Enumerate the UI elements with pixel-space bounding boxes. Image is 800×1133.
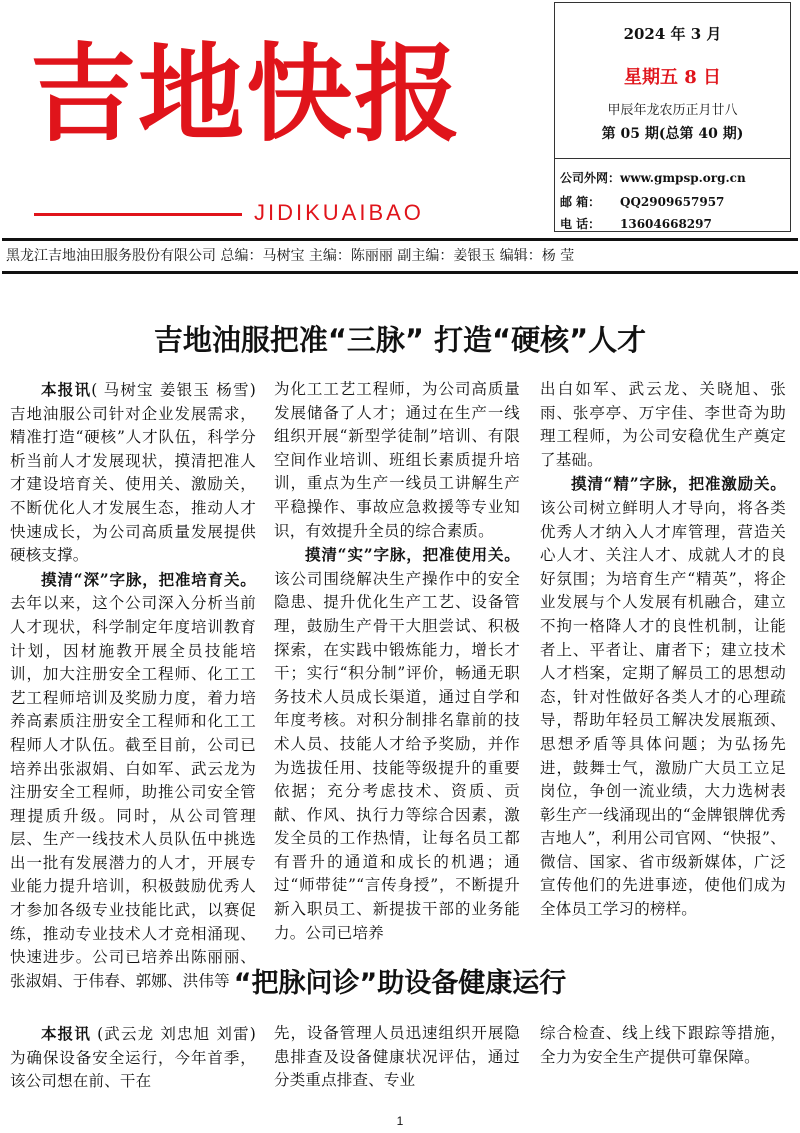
article2-column-3 (540, 1022, 786, 1102)
page-number: 1 (396, 1114, 404, 1128)
article1-paragraph: 摸清“实”字脉，把准使用关。该公司围绕解决生产操作中的安全隐患、提升优化生产工艺、设备管理，鼓励生产骨干大胆尝试、积极探索，在实践中锻炼能力，增长才干；实行“积分制”评价，畅通无职务技术人员成长渠道，通过自学和年度考核。对积分制排名靠前的技术人员、技能人才给予奖励，并作为选拔任用、技能等级提升的重要依据；充分考虑技术、资质、贡献、作风、执行力等综合因素，激发全员的工作热情，让每名员工都有晋升的通道和成长的机遇；通过“师带徒”“言传身授”，不断提升新入职员工、新提拔干部的业务能力。公司已培养 (274, 545, 520, 942)
title-underline (34, 213, 242, 216)
staff-credits: 黑龙江吉地油田服务股份有限公司 总编：马树宝 主编：陈丽丽 副主编：姜银玉 编辑：杨 莹 (2, 238, 798, 274)
phone-row (560, 215, 712, 232)
article1-paragraph: 为化工工艺工程师，为公司高质量发展储备了人才；通过在生产一线组织开展“新型学徒制”培训、有限空间作业培训、班组长素质提升培训，重点为生产一线员工讲解生产平稳操作、事故应急救援等专业知识，有效提升全员的综合素质。 (274, 380, 520, 540)
website-value[interactable]: www.gmpsp.org.cn (620, 171, 746, 185)
article2-paragraph: 本报讯 (武云龙 刘忠旭 刘雷)为确保设备安全运行，今年首季，该公司想在前、干在 (10, 1024, 256, 1091)
issue-weekday: 星期五 8 日 (623, 67, 722, 88)
article2-headline: “把脉问诊”助设备健康运行 (233, 968, 567, 999)
article2-column-1 (10, 1022, 256, 1102)
article1-column-3 (540, 378, 786, 919)
article1-headline: 吉地油服把准“三脉” 打造“硬核”人才 (153, 323, 647, 357)
issue-number: 第 05 期(总第 40 期) (601, 126, 744, 142)
article2-paragraph: 先，设备管理人员迅速组织开展隐患排查及设备健康状况评估，通过分类重点排查、专业 (274, 1024, 520, 1090)
article1-column-1 (10, 378, 256, 990)
section-lead: 摸清“深”字脉，把准培育关。 (41, 569, 256, 589)
article1-paragraph: 摸清“精”字脉，把准激励关。该公司树立鲜明人才导向，将各类优秀人才纳入人才库管理，营造关心人才、关注人才、成就人才的良好氛围；为培育生产“精英”，将企业发展与个人发展有机融合，建立不拘一格降人才的良性机制，让能者上、平者让、庸者下；建立技术人才档案，定期了解员工的思想动态，针对性做好各类人才的心理疏导，帮助年轻员工解决发展瓶颈、思想矛盾等具体问题；为弘扬先进，鼓舞士气，激励广大员工立足岗位，争创一流业绩，大力选树表彰生产一线涌现出的“金牌银牌优秀吉地人”，利用公司官网、“快报”、微信、国家、省市级新媒体，广泛宣传他们的先进事迹，使他们成为全体员工学习的榜样。 (540, 474, 786, 919)
dateline: 本报讯 (41, 380, 92, 399)
website-row (560, 169, 746, 186)
email-row (560, 193, 724, 210)
section-lead: 摸清“实”字脉，把准使用关。 (305, 545, 520, 565)
email-value: QQ2909657957 (620, 195, 725, 209)
article1-paragraph: 本报讯( 马树宝 姜银玉 杨雪)吉地油服公司针对企业发展需求，精准打造“硬核”人才队伍，科学分析当前人才发展现状，摸清把准人才建设培育关、使用关、激励关，不断优化人才发展生态，推动人才快速成长，为公司高质量发展提供硬核支撑。 (10, 380, 256, 565)
article1-paragraph: 出白如军、武云龙、关晓旭、张雨、张亭亭、万宇佳、李世奇为助理工程师，为公司安稳优生产奠定了基础。 (540, 380, 786, 469)
dateline: 本报讯 (41, 1024, 91, 1043)
article1-column-2 (274, 378, 520, 948)
issue-date: 2024 年 3 月 (623, 25, 722, 43)
newspaper-title: 吉地快报 (30, 33, 462, 156)
article2-column-2 (274, 1022, 520, 1102)
masthead (0, 0, 800, 232)
newspaper-subtitle: JIDIKUAIBAO (254, 200, 424, 225)
website-label: 公司外网： (560, 171, 621, 185)
article2-paragraph: 综合检查、线上线下跟踪等措施，全力为安全生产提供可靠保障。 (540, 1024, 786, 1066)
lunar-date: 甲辰年龙农历正月廿八 (607, 103, 738, 118)
info-divider (555, 158, 790, 159)
article1-paragraph: 摸清“深”字脉，把准培育关。去年以来，这个公司深入分析当前人才现状，科学制定年度培训教育计划，因材施教开展全员技能培训，加大注册安全工程师、化工工艺工程师培训及奖励力度，着力培养高素质注册安全工程师和化工工程师人才队伍。截至目前，公司已培养出张淑娟、白如军、武云龙为注册安全工程师，助推公司安全管理提质升级。同时，从公司管理层、生产一线技术人员队伍中挑选出一批有发展潜力的人才，开展专业能力提升培训，积极鼓励优秀人才参加各级专业技能比武，以赛促练，推动专业技术人才竞相涌现、快速进步。公司已培养出陈丽丽、张淑娟、于伟春、郭娜、洪伟等 (10, 569, 256, 990)
phone-value: 13604668297 (620, 217, 712, 231)
phone-label: 电 话： (560, 217, 601, 231)
section-lead: 摸清“精”字脉，把准激励关。 (571, 474, 786, 494)
email-label: 邮 箱： (560, 195, 601, 209)
issue-info-box (554, 2, 791, 232)
